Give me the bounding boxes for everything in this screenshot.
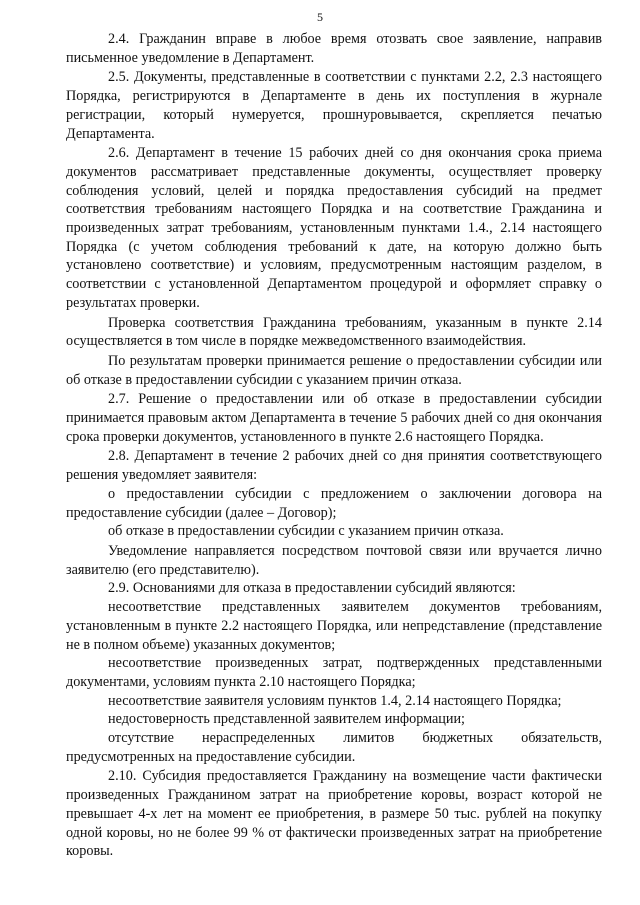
paragraph-2-7: 2.7. Решение о предоставлении или об отказе в предоставлении субсидии принимается правовым актом Департамента в течение 5 рабочих дней со дня окончания срока проверки документов, установленного в пункте 2.6 настоящего Порядка. [66,391,602,445]
list-item-unreliable: недостоверность представленной заявителем информации; [108,711,465,728]
list-item-applicant: несоответствие заявителя условиям пунктов 1.4, 2.14 настоящего Порядка; [108,692,562,709]
paragraph-2-8: 2.8. Департамент в течение 2 рабочих дней со дня принятия соответствующего решения уведомляет заявителя: [66,448,602,484]
paragraph-2-9: 2.9. Основаниями для отказа в предоставлении субсидий являются: [108,580,516,597]
list-item-refusal: об отказе в предоставлении субсидии с указанием причин отказа. [108,523,504,540]
paragraph-notification: Уведомление направляется посредством почтовой связи или вручается лично заявителю (его представителю). [66,542,602,578]
list-item-costs: несоответствие произведенных затрат, подтвержденных представленными документами, условиям пункта 2.10 настоящего Порядка; [66,655,602,690]
paragraph-2-4: 2.4. Гражданин вправе в любое время отозвать свое заявление, направив письменное уведомление в Департамент. [66,31,602,66]
paragraph-decision: По результатам проверки принимается решение о предоставлении субсидии или об отказе в предоставлении субсидии с указанием причин отказа. [66,352,602,388]
list-item-documents: несоответствие представленных заявителем документов требованиям, установленным в пункте 2.2 настоящего Порядка, или непредставление (представление не в полном объеме) указанных документов; [66,599,602,653]
list-item-limits: отсутствие нераспределенных лимитов бюджетных обязательств, предусмотренных на предоставление субсидии. [66,730,602,765]
document-body [66,30,602,861]
page-number: 5 [317,10,323,24]
list-item-grant: о предоставлении субсидии с предложением о заключении договора на предоставление субсидии (далее – Договор); [66,485,602,521]
paragraph-2-5: 2.5. Документы, представленные в соответствии с пунктами 2.2, 2.3 настоящего Порядка, регистрируются в Департаменте в день их поступления в журнале регистрации, который нумеруется, прошнуровывается, скрепляется печатью Департамента. [66,69,602,142]
paragraph-verification: Проверка соответствия Гражданина требованиям, указанным в пункте 2.14 осуществляется в том числе в порядке межведомственного взаимодействия. [66,314,602,350]
paragraph-2-10: 2.10. Субсидия предоставляется Гражданину на возмещение части фактически произведенных Гражданином затрат на приобретение коровы, возраст которой не превышает 4-х лет на момент ее приобретения, в размере 50 тыс. рублей на покупку одной коровы, но не более 99 % от фактически произведенных затрат на приобретение коровы. [66,768,602,860]
paragraph-2-6: 2.6. Департамент в течение 15 рабочих дней со дня окончания срока приема документов рассматривает представленные документы, осуществляет проверку соблюдения условий, целей и порядка предоставления субсидий на предмет соответствия требованиям настоящего Порядка и на соответствие Гражданина и произведенных затрат требованиям, установленным пунктами 1.4., 2.14 настоящего Порядка (с учетом соблюдения требований к дате, на которую должно быть установлено соответствие) и условиям, предусмотренным настоящим разделом, в соответствии с установленной Департаментом процедурой и оформляет справку о результатах проверки. [66,145,602,311]
